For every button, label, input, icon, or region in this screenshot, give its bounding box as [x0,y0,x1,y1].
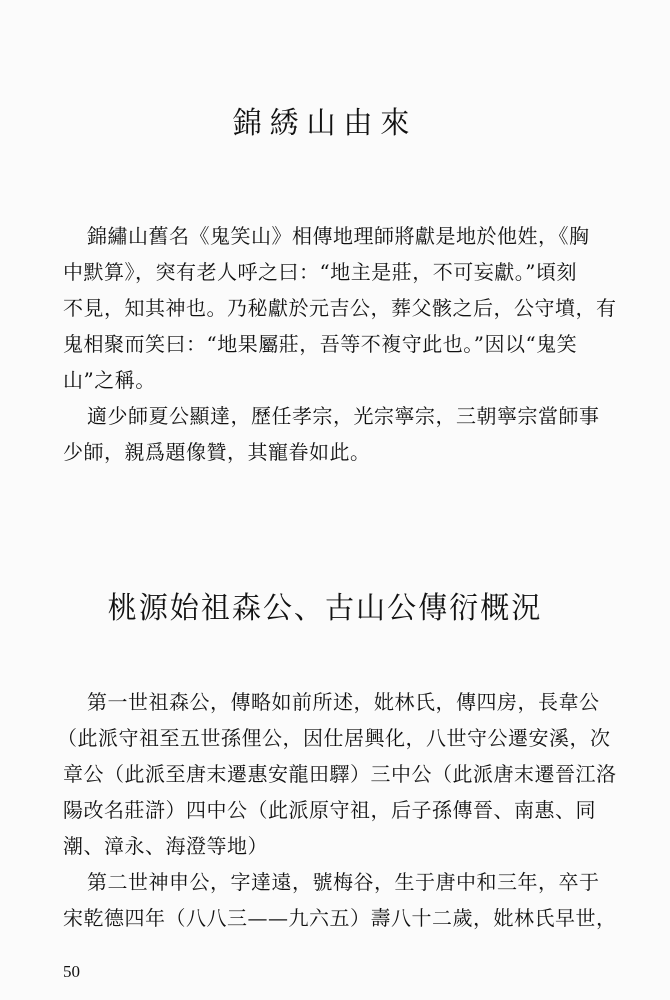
section-title-taoyuan-lineage: 桃源始祖森公、古山公傳衍概況 [107,591,543,626]
paragraph-line: 第二世神申公，字達遠，號梅谷，生于唐中和三年，卒于 [87,870,600,894]
page-number: 50 [63,962,80,981]
paragraph-line: 章公（此派至唐末遷惠安龍田驛）三中公（此派唐末遷晉江洛 [63,762,617,786]
paragraph-line: 第一世祖森公，傳略如前所述，妣林氏，傳四房，長韋公 [87,690,600,714]
paragraph-line: （此派守祖至五世孫俚公，因仕居興化，八世守公遷安溪，次 [57,726,611,750]
paragraph-line: 適少師夏公顯達，歷任孝宗，光宗寧宗，三朝寧宗當師事 [87,404,600,428]
paragraph-line: 少師，親爲題像贊，其寵眷如此。 [63,440,371,464]
paragraph-line: 錦繡山舊名《鬼笑山》相傳地理師將獻是地於他姓，《胸 [87,224,590,248]
paragraph-line: 不見，知其神也。乃秘獻於元吉公，葬父骸之后，公守墳，有 [63,296,617,320]
paragraph-line: 宋乾德四年（八八三——九六五）壽八十二歲，妣林氏早世， [63,906,617,930]
paragraph-line: 陽改名莊滸）四中公（此派原守祖，后子孫傳晉、南惠、同 [63,798,596,822]
paragraph-line: 潮、漳永、海澄等地） [63,834,268,858]
section-title-jinxiushan-origin: 錦綉山由來 [232,106,418,141]
paragraph-line: 山”之稱。 [63,368,156,392]
paragraph-line: 鬼相聚而笑曰：“地果屬莊，吾等不複守此也。”因以“鬼笑 [63,332,578,356]
paragraph-line: 中默算》，突有老人呼之曰：“地主是莊，不可妄獻。”頃刻 [63,260,577,284]
